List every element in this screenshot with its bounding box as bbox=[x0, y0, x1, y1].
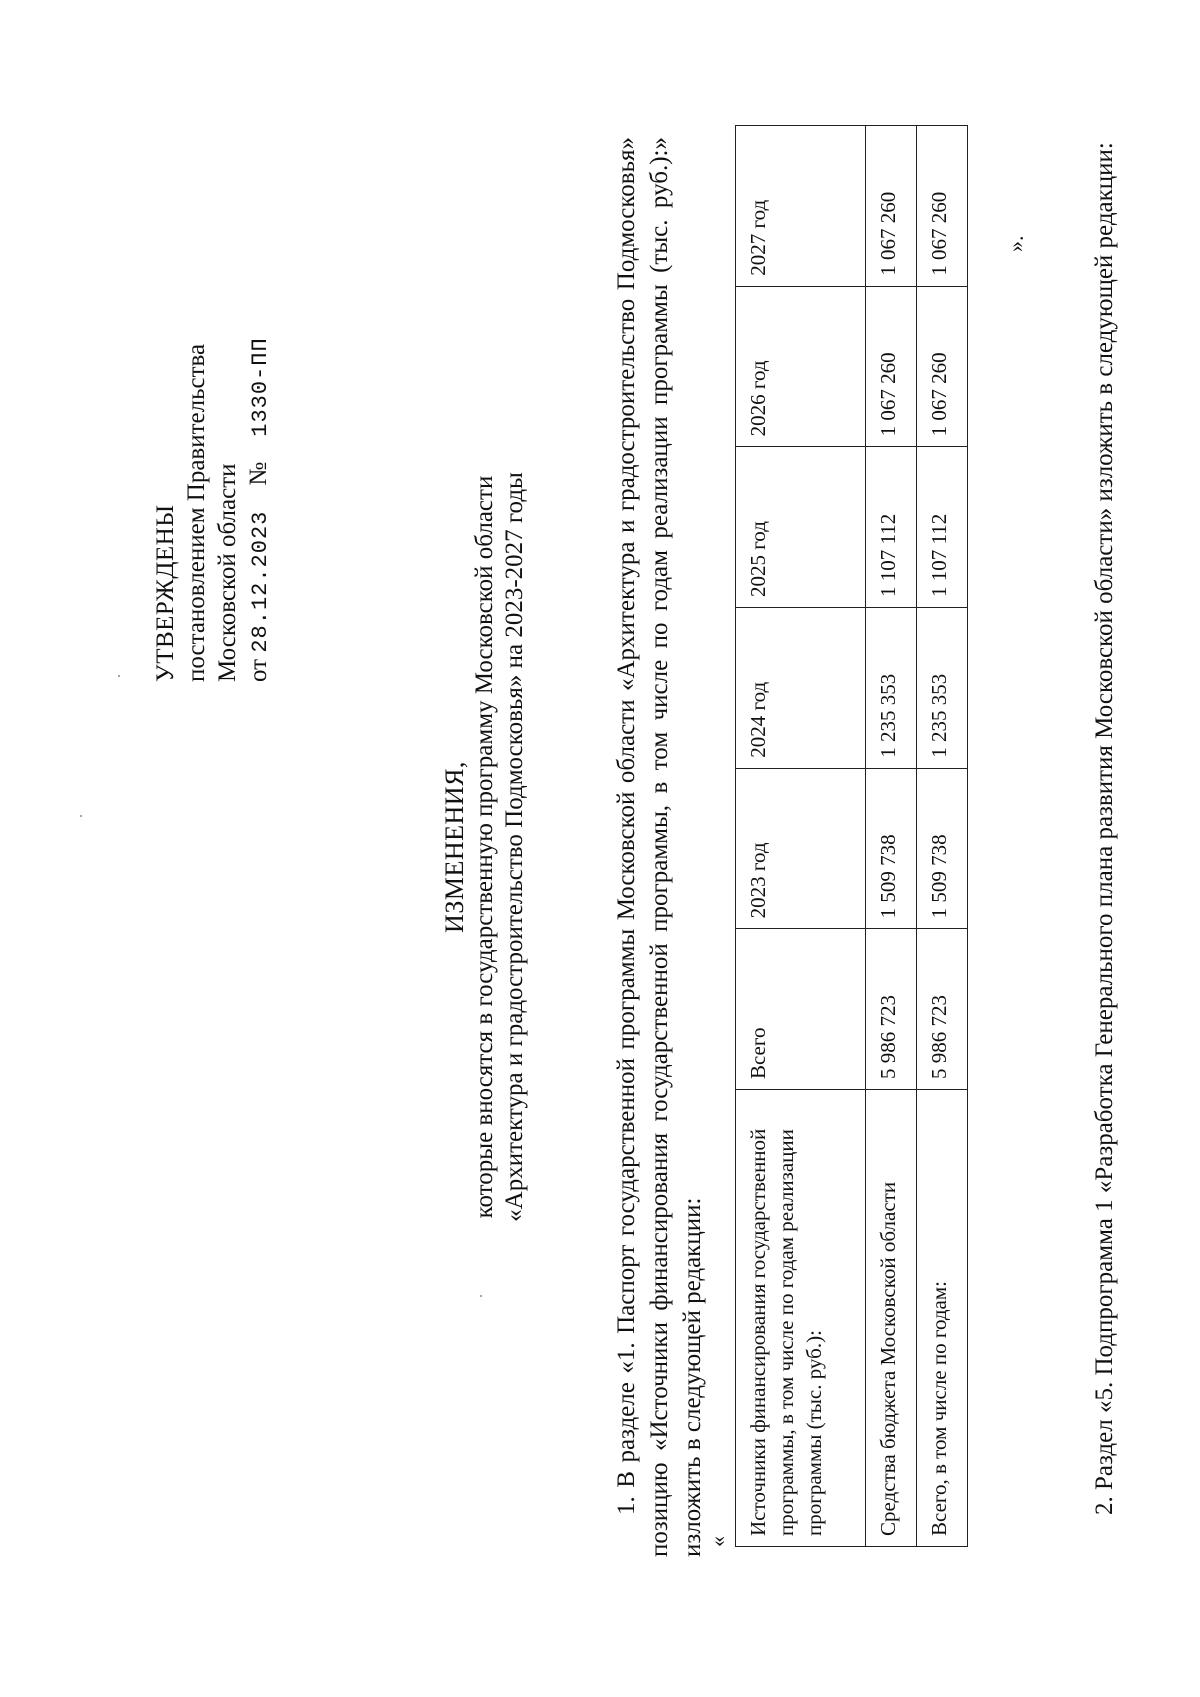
scan-speck bbox=[80, 815, 82, 817]
table-cell: 5 986 723 bbox=[917, 929, 968, 1090]
approval-stamp bbox=[150, 122, 276, 682]
table-header-cell: 2024 год bbox=[736, 608, 866, 769]
approval-date-prefix: от bbox=[245, 658, 272, 682]
approval-title: УТВЕРЖДЕНЫ bbox=[152, 504, 179, 682]
table-cell: Всего, в том числе по годам: bbox=[917, 1090, 968, 1547]
financing-table bbox=[735, 125, 968, 1547]
approval-date-line bbox=[243, 122, 276, 682]
table-header-cell: 2023 год bbox=[736, 768, 866, 929]
scan-speck bbox=[118, 675, 120, 677]
document-subtitle-line-1: которые вносятся в государственную программу Московской области bbox=[471, 475, 498, 1219]
table-row bbox=[866, 126, 917, 1547]
table-cell: 1 067 260 bbox=[866, 126, 917, 287]
table-cell: 1 067 260 bbox=[917, 286, 968, 447]
table-cell: Средства бюджета Московской области bbox=[866, 1090, 917, 1547]
table-cell: 1 235 353 bbox=[866, 608, 917, 769]
document-title: ИЗМЕНЕНИЯ, bbox=[440, 761, 469, 933]
approval-line-2: Московской области bbox=[214, 463, 241, 682]
table-cell: 1 107 112 bbox=[866, 447, 917, 608]
document-heading bbox=[440, 137, 530, 1557]
table-cell: 1 107 112 bbox=[917, 447, 968, 608]
table-header-cell: 2026 год bbox=[736, 286, 866, 447]
table-cell: 1 509 738 bbox=[917, 768, 968, 929]
paragraph-1-text: 1. В разделе «1. Паспорт государственной программы Московской области «Архитектура и градостроительство Подмосковья» позицию «Источники финансирования государственной программы, в том числе по годам реализации программы (тыс. руб.):» изложить в следующей редакции: bbox=[613, 137, 706, 1557]
table-header-cell: 2025 год bbox=[736, 447, 866, 608]
table-cell: 1 067 260 bbox=[866, 286, 917, 447]
document-subtitle-line-2: «Архитектура и градостроительство Подмосковья» на 2023-2027 годы bbox=[501, 472, 528, 1222]
approval-date: 28.12.2023 bbox=[248, 510, 273, 653]
table-header-cell: 2027 год bbox=[736, 126, 866, 287]
table-cell: 1 067 260 bbox=[917, 126, 968, 287]
paragraph-2-text: 2. Раздел «5. Подпрограмма 1 «Разработка Генерального плана развития Московской области» изложить в следующей редакции: bbox=[1091, 142, 1118, 1515]
table-header-cell: Всего bbox=[736, 929, 866, 1090]
quote-close: ». bbox=[1003, 235, 1028, 252]
table-row bbox=[917, 126, 968, 1547]
approval-number: 1330-ПП bbox=[248, 337, 273, 437]
paragraph-1 bbox=[610, 137, 709, 1557]
table-cell: 1 235 353 bbox=[917, 608, 968, 769]
quote-open: « bbox=[705, 1536, 730, 1547]
table-header-cell: Источники финансирования государственной программы, в том числе по годам реализации программы (тыс. руб.): bbox=[736, 1090, 866, 1547]
approval-line-1: постановлением Правительства bbox=[183, 343, 210, 682]
table-cell: 5 986 723 bbox=[866, 929, 917, 1090]
table-cell: 1 509 738 bbox=[866, 768, 917, 929]
scan-speck bbox=[480, 1295, 482, 1297]
paragraph-2 bbox=[1088, 137, 1121, 1557]
approval-number-sign: № bbox=[245, 461, 272, 486]
table-header-row bbox=[736, 126, 866, 1547]
